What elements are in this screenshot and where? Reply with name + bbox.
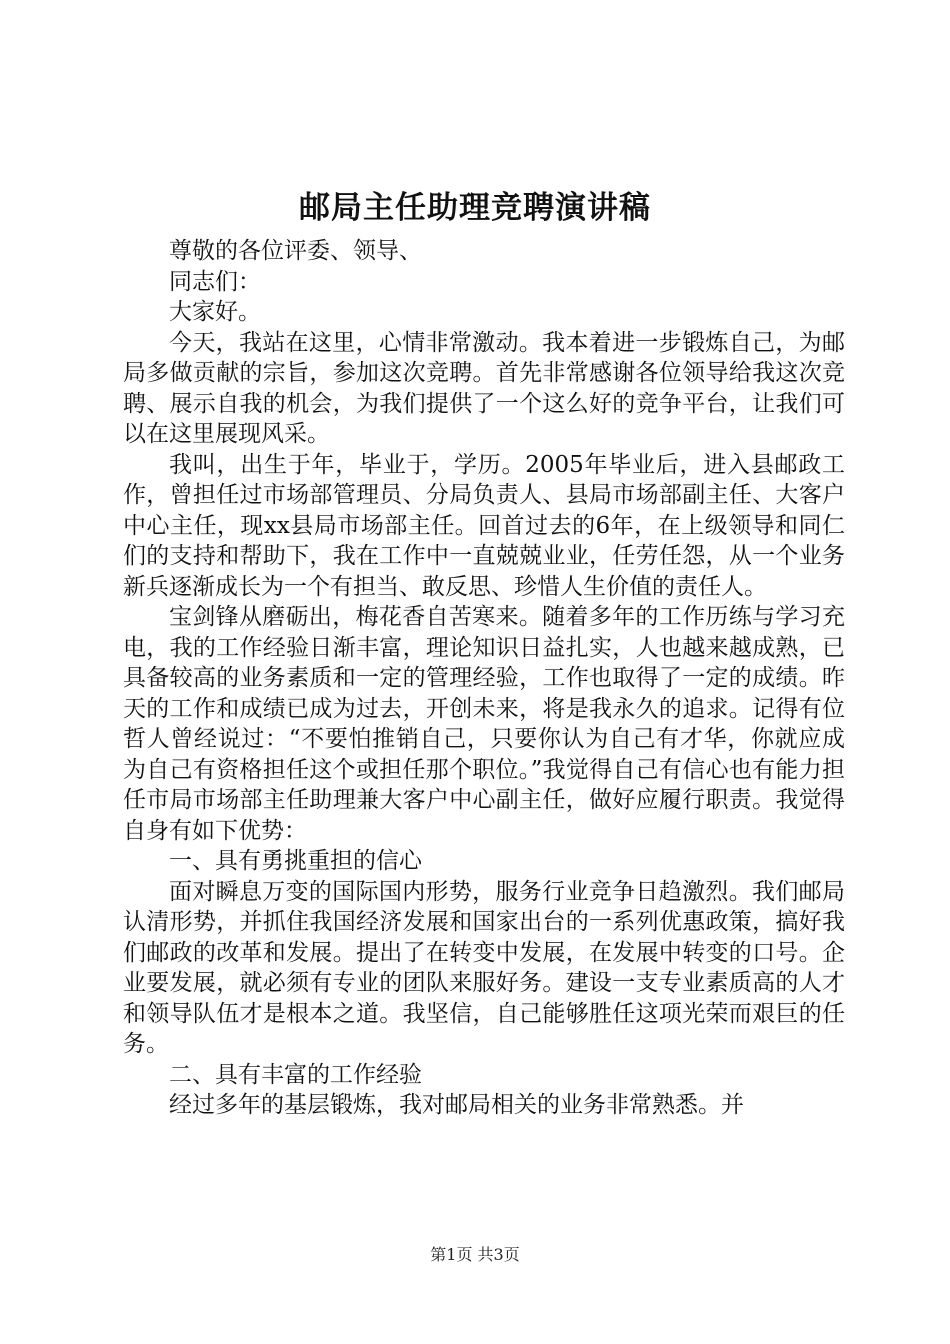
document-body bbox=[123, 236, 845, 1121]
paragraph-salutation-2: 同志们： bbox=[169, 268, 261, 295]
section-heading-1: 一、具有勇挑重担的信心 bbox=[169, 848, 422, 874]
paragraph-salutation: 尊敬的各位评委、领导、 bbox=[169, 238, 422, 264]
section-heading-2: 二、具有丰富的工作经验 bbox=[169, 1061, 422, 1088]
paragraph-greeting: 大家好。 bbox=[169, 299, 261, 325]
paragraph-opening: 今天，我站在这里，心情非常激动。我本着进一步锻炼自己，为邮局多做贡献的宗旨，参加这次竞聘。首先非常感谢各位领导给我这次竞聘、展示自我的机会，为我们提供了一个这么好的竞争平台，让我们可以在这里展现风采。 bbox=[123, 329, 845, 447]
document-title: 邮局主任助理竞聘演讲稿 bbox=[299, 190, 651, 226]
paragraph-experience: 宝剑锋从磨砺出，梅花香自苦寒来。随着多年的工作历练与学习充电，我的工作经验日渐丰富，理论知识日益扎实，人也越来越成熟，已具备较高的业务素质和一定的管理经验，工作也取得了一定的成绩。昨天的工作和成绩已成为过去，开创未来，将是我永久的追求。记得有位哲人曾经说过：“不要怕推销自己，只要你认为自己有才华，你就应成为自己有资格担任这个或担任那个职位。”我觉得自己有信心也有能力担任市局市场部主任助理兼大客户中心副主任，做好应履行职责。我觉得自身有如下优势： bbox=[123, 604, 845, 844]
paragraph-introduction: 我叫，出生于年，毕业于，学历。2005年毕业后，进入县邮政工作，曾担任过市场部管理员、分局负责人、县局市场部副主任、大客户中心主任，现xx县局市场部主任。回首过去的6年，在上级领导和同仁们的支持和帮助下，我在工作中一直兢兢业业，任劳任怨，从一个业务新兵逐渐成长为一个有担当、敢反思、珍惜人生价值的责任人。 bbox=[123, 451, 845, 600]
paragraph-section-1: 面对瞬息万变的国际国内形势，服务行业竞争日趋激烈。我们邮局认清形势，并抓住我国经济发展和国家出台的一系列优惠政策，搞好我们邮政的改革和发展。提出了在转变中发展，在发展中转变的口号。企业要发展，就必须有专业的团队来服好务。建设一支专业素质高的人才和领导队伍才是根本之道。我坚信，自己能够胜任这项光荣而艰巨的任务。 bbox=[123, 878, 845, 1057]
page-number: 第1页 共3页 bbox=[430, 1245, 520, 1264]
paragraph-section-2: 经过多年的基层锻炼，我对邮局相关的业务非常熟悉。并 bbox=[169, 1092, 744, 1118]
